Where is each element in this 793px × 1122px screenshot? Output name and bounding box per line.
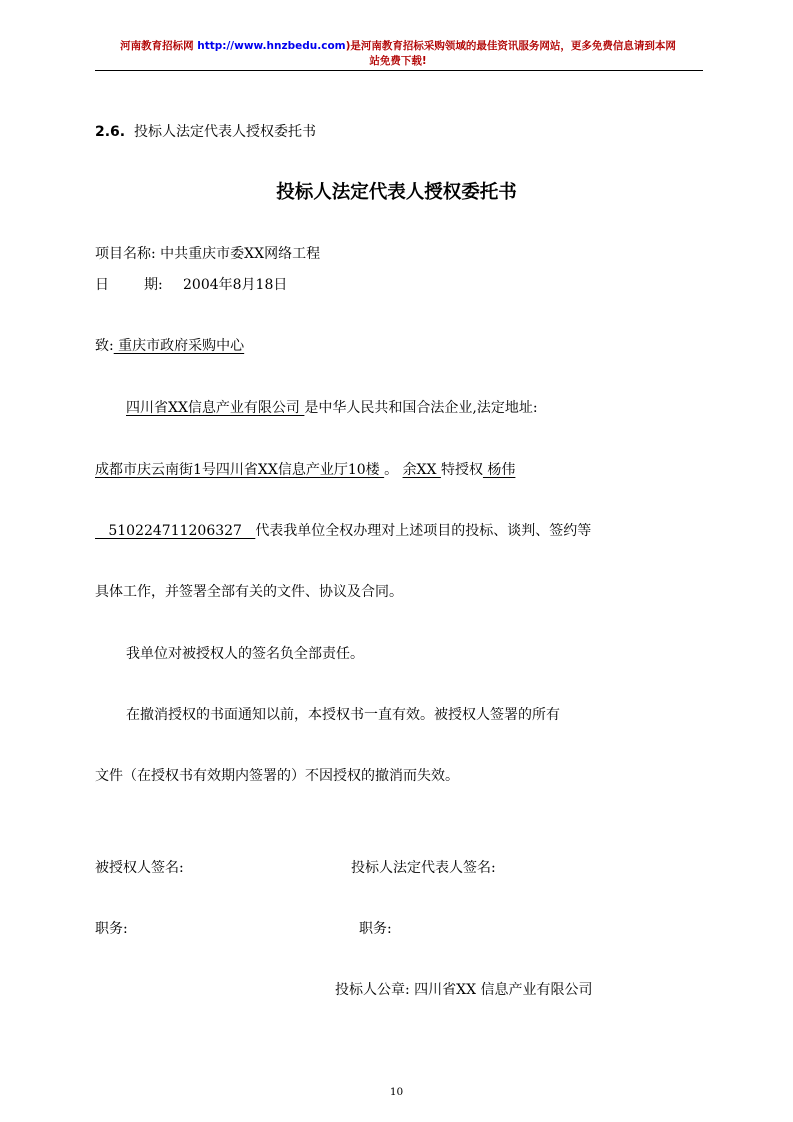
para1-sep: 。 [384,462,399,478]
document-title: 投标人法定代表人授权委托书 [276,182,517,203]
rep-signature-label: 投标人法定代表人签名: [351,860,496,876]
grant-text: 特授权 [440,462,483,478]
project-value: 中共重庆市委XX网络工程 [160,246,321,262]
para1-line-4: 具体工作，并签署全部有关的文件、协议及合同。 [95,584,403,600]
company-address: 成都市庆云南街1号四川省XX信息产业厅10楼 [95,462,385,478]
agent-title-label: 职务: [95,921,128,937]
recipient-label: 致: [95,338,114,354]
project-label: 项目名称: [95,246,161,262]
recipient-value: 重庆市政府采购中心 [113,338,245,354]
para2: 我单位对被授权人的签名负全部责任。 [126,646,364,662]
para1-text: 是中华人民共和国合法企业,法定地址: [304,400,538,416]
date-label-2: 期: [144,277,163,293]
section-title: 投标人法定代表人授权委托书 [134,124,317,140]
company-name: 四川省XX信息产业有限公司 [126,400,305,416]
para1-line-3 [95,520,591,540]
company-seal-line: 投标人公章: 四川省XX 信息产业有限公司 [335,982,593,998]
page-number: 10 [389,1086,404,1098]
para1-text-2: 代表我单位全权办理对上述项目的投标、谈判、签约等 [255,523,592,539]
recipient-line [95,335,244,355]
page-header-line-1 [88,38,708,53]
date-value: 2004年8月18日 [183,277,288,293]
rep-title-label: 职务: [359,921,392,937]
agent-id-number: 510224711206327 [95,523,256,539]
header-url[interactable]: http://www.hnzbedu.com [197,40,346,52]
para1-line-2 [95,459,515,479]
legal-representative: 余XX [402,462,441,478]
section-heading [95,121,316,141]
header-divider [95,70,703,71]
header-site-name: 河南教育招标网 [120,40,194,52]
project-line [95,243,320,263]
section-number: 2.6. [95,124,126,140]
header-line-2: 站免费下载! [369,55,427,67]
para1-line-1 [126,397,538,417]
para3-line-1: 在撤消授权的书面通知以前，本授权书一直有效。被授权人签署的所有 [126,707,560,723]
date-label-1: 日 [95,277,109,293]
header-line1-tail: )是河南教育招标采购领域的最佳资讯服务网站，更多免费信息请到本网 [345,40,676,52]
agent-signature-label: 被授权人签名: [95,860,184,876]
date-line [95,274,109,294]
agent-name: 杨伟 [482,462,516,478]
para3-line-2: 文件（在授权书有效期内签署的）不因授权的撤消而失效。 [95,768,459,784]
